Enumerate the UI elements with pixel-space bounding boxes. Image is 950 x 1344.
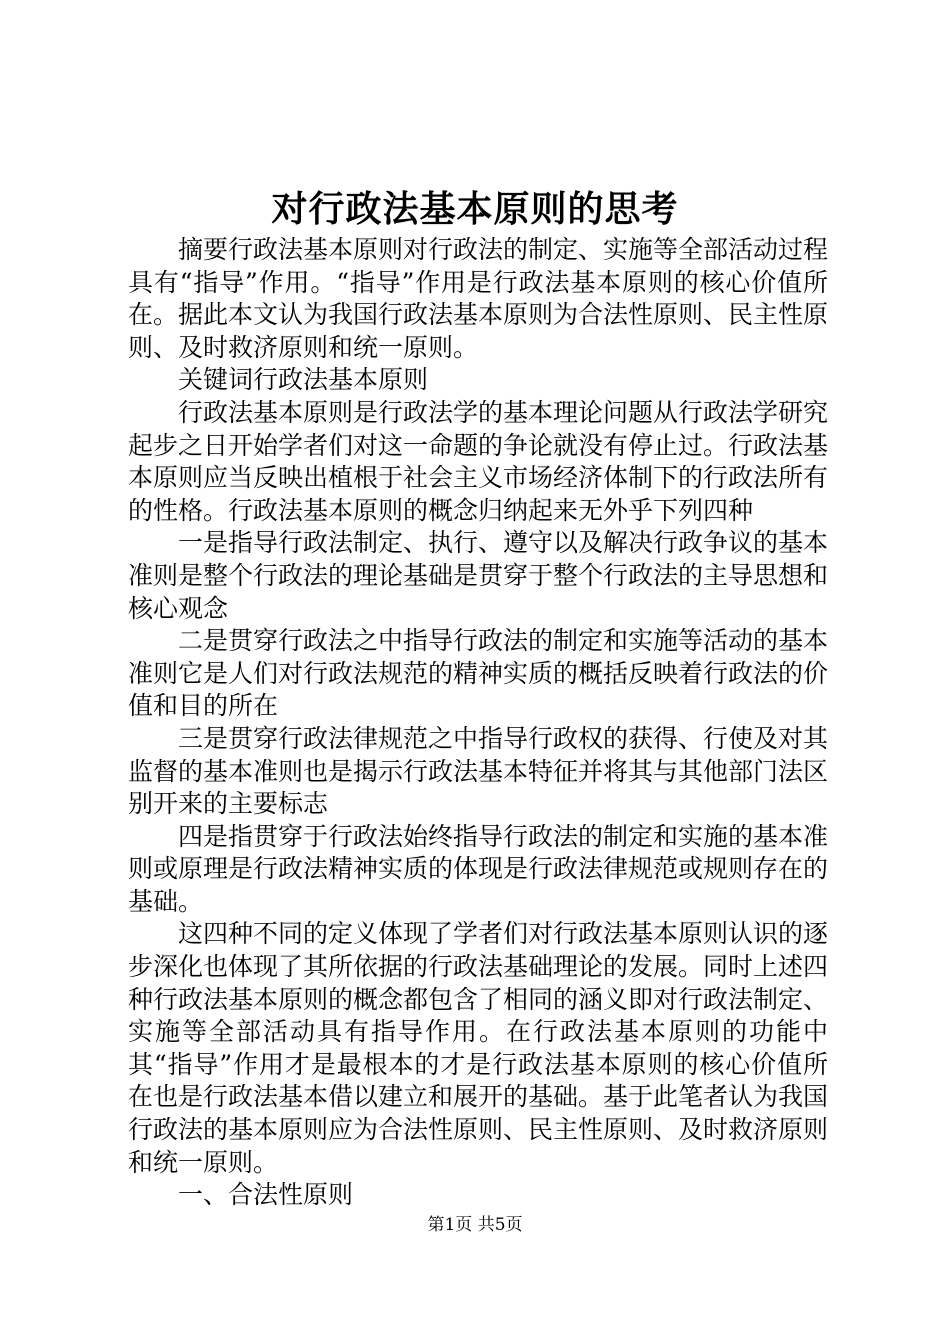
definition-paragraph-4: 四是指贯穿于行政法始终指导行政法的制定和实施的基本准则或原理是行政法精神实质的体现是行政法律规范或规则存在的基础。 (128, 821, 829, 916)
page-number-footer: 第1页 共5页 (427, 1215, 523, 1235)
definition-paragraph-1: 一是指导行政法制定、执行、遵守以及解决行政争议的基本准则是整个行政法的理论基础是贯穿于整个行政法的主导思想和核心观念 (128, 528, 829, 623)
page-title: 对行政法基本原则的思考 (271, 188, 679, 230)
section-heading: 一、合法性原则 (178, 1180, 354, 1210)
body-paragraph: 这四种不同的定义体现了学者们对行政法基本原则认识的逐步深化也体现了其所依据的行政法基础理论的发展。同时上述四种行政法基本原则的概念都包含了相同的涵义即对行政法制定、实施等全部活动具有指导作用。在行政法基本原则的功能中其“指导”作用才是最根本的才是行政法基本原则的核心价值所在也是行政法基本借以建立和展开的基础。基于此笔者认为我国行政法的基本原则应为合法性原则、民主性原则、及时救济原则和统一原则。 (128, 919, 829, 1177)
definition-paragraph-2: 二是贯穿行政法之中指导行政法的制定和实施等活动的基本准则它是人们对行政法规范的精神实质的概括反映着行政法的价值和目的所在 (128, 626, 829, 721)
body-paragraph: 行政法基本原则是行政法学的基本理论问题从行政法学研究起步之日开始学者们对这一命题的争论就没有停止过。行政法基本原则应当反映出植根于社会主义市场经济体制下的行政法所有的性格。行政法基本原则的概念归纳起来无外乎下列四种 (128, 397, 829, 525)
document-body (128, 234, 828, 1212)
definition-paragraph-3: 三是贯穿行政法律规范之中指导行政权的获得、行使及对其监督的基本准则也是揭示行政法基本特征并将其与其他部门法区别开来的主要标志 (128, 723, 829, 819)
keywords-paragraph: 关键词行政法基本原则 (178, 365, 429, 395)
abstract-paragraph: 摘要行政法基本原则对行政法的制定、实施等全部活动过程具有“指导”作用。“指导”作用是行政法基本原则的核心价值所在。据此本文认为我国行政法基本原则为合法性原则、民主性原则、及时救济原则和统一原则。 (128, 235, 829, 362)
